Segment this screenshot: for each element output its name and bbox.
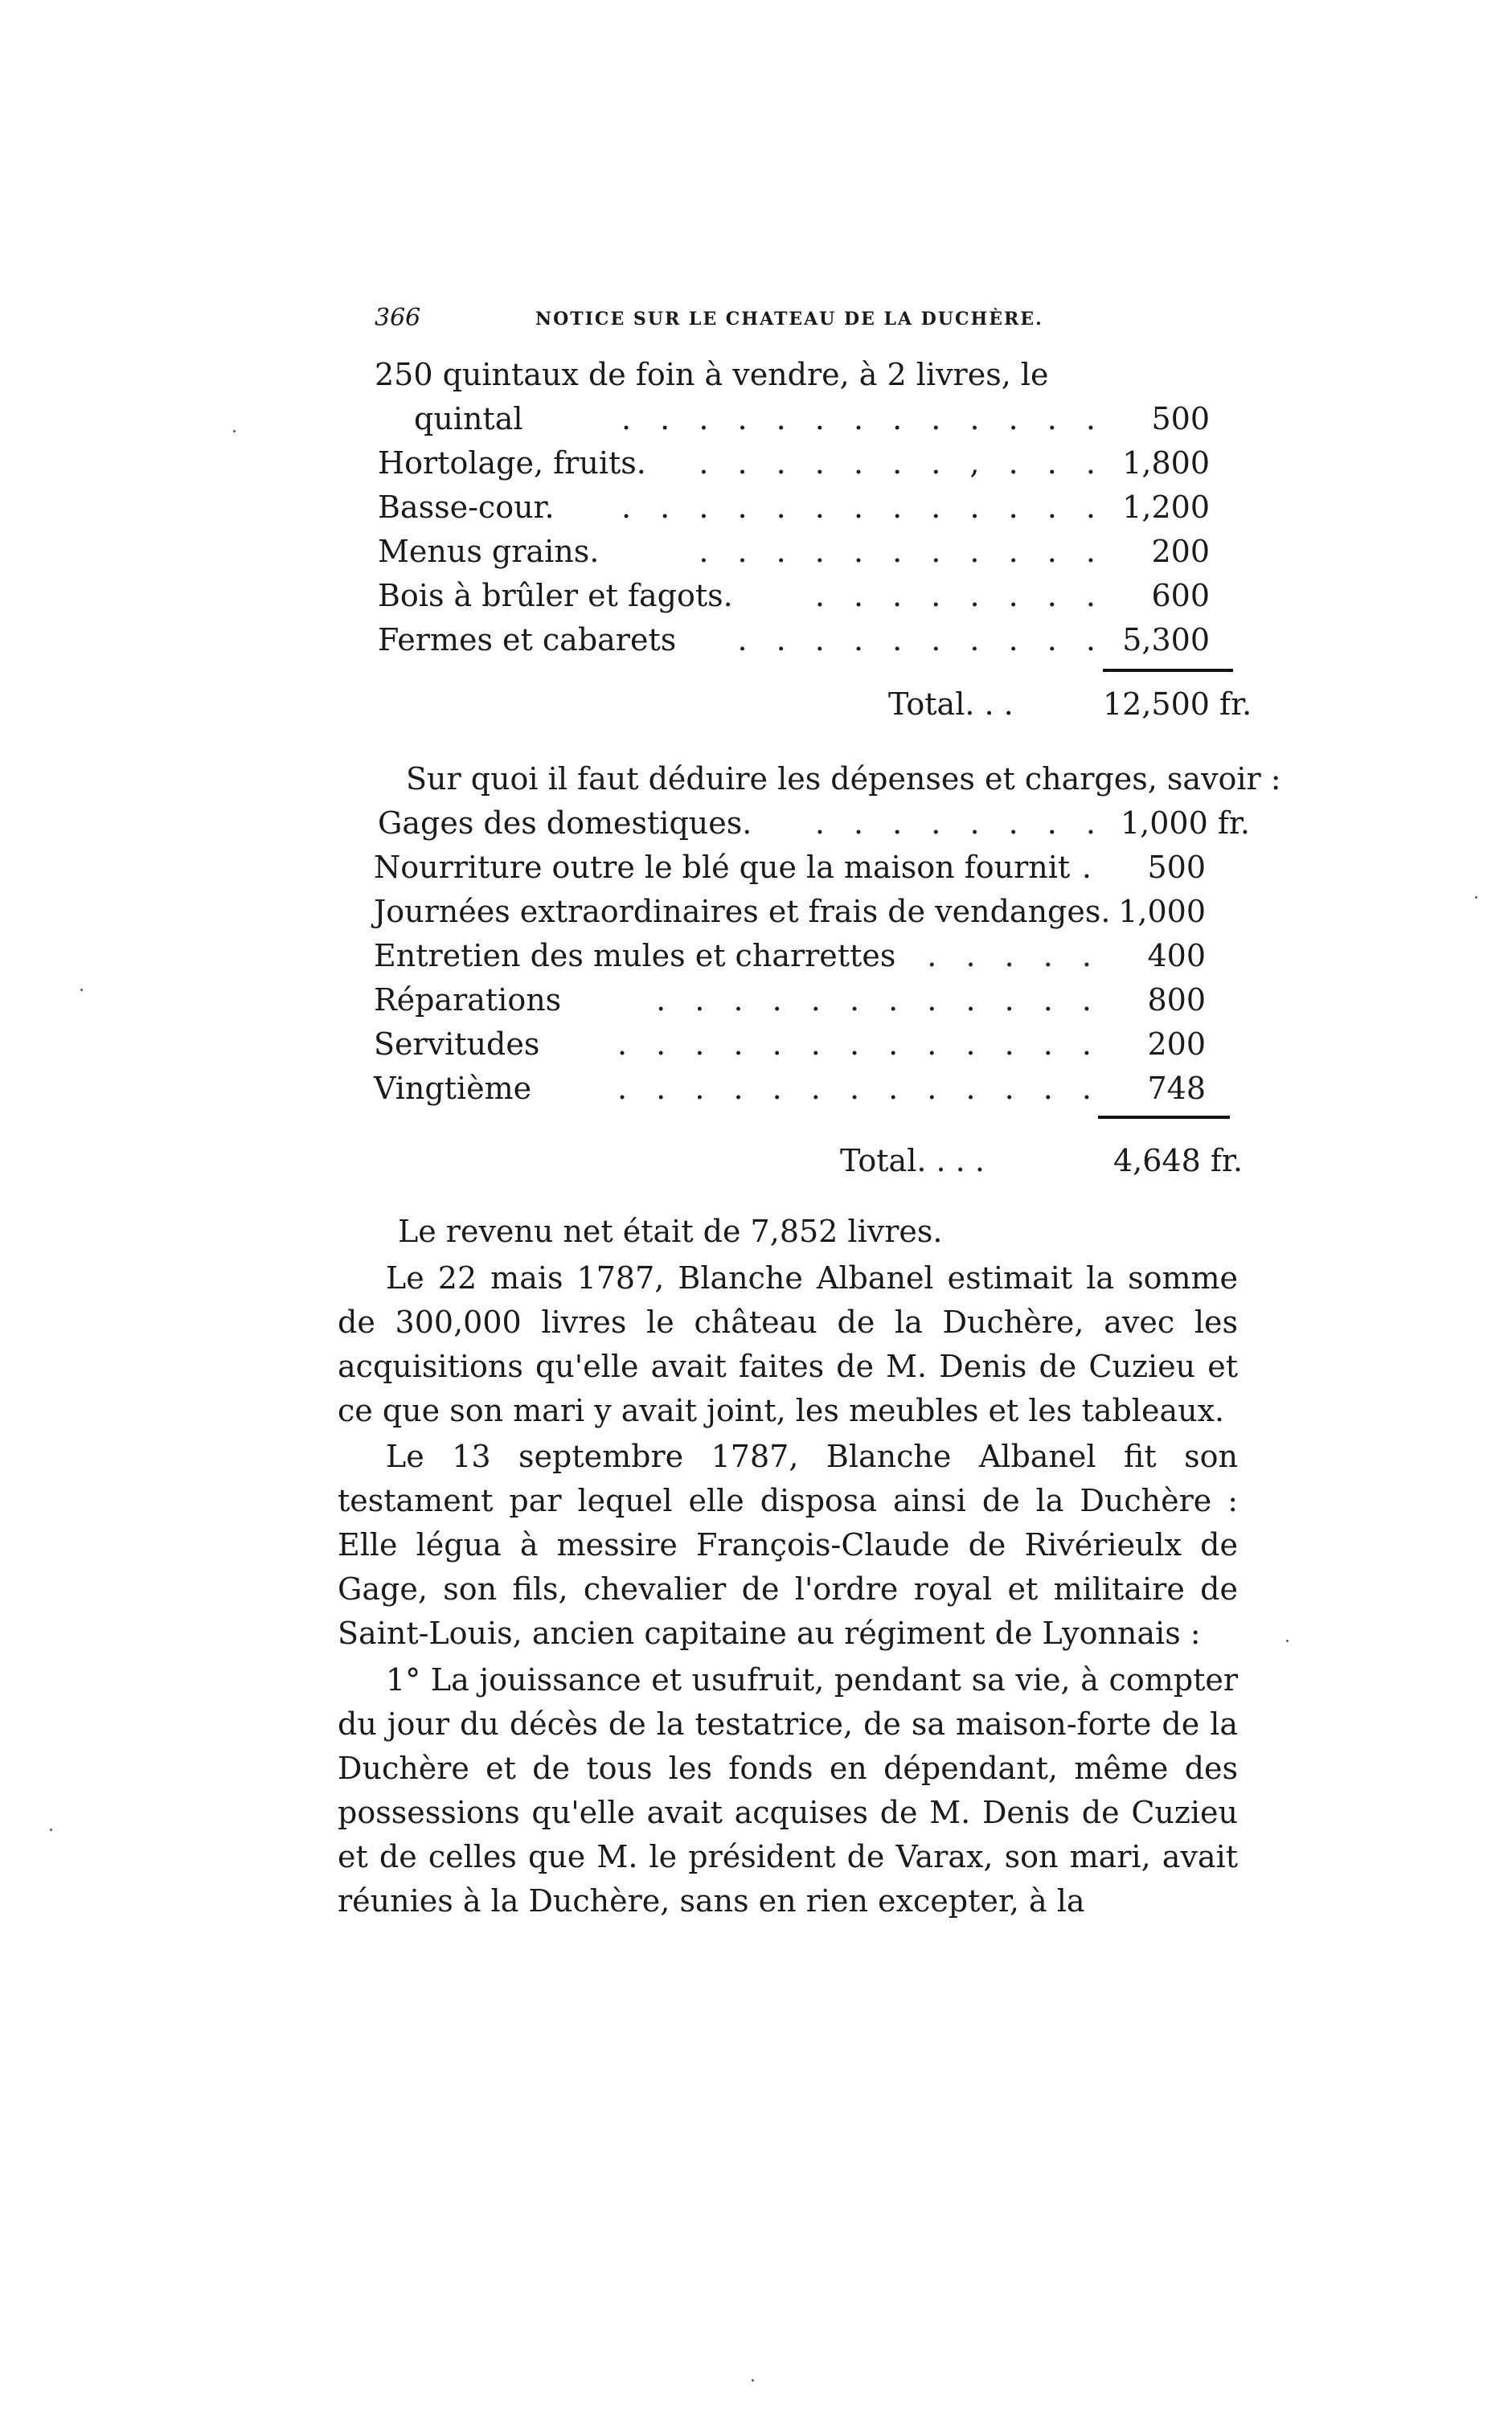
income-total-label: Total. . . [888,686,1014,722]
leader-dots: . [1081,850,1101,885]
expense-row [374,1069,1242,1108]
paragraph-testament: Le 13 septembre 1787, Blanche Albanel fit son testament par lequel elle disposa ainsi de la Duchère : Elle légua à messire François-Claude de Rivérieulx de Gage, son fils, chevalier de l'ordre royal et militaire de Saint-Louis, ancien capitaine au régiment de Lyonnais : [338,1439,1238,1651]
expense-label: Réparations [374,982,562,1018]
scan-speck [233,430,236,432]
income-label: Bois à brûler et fagots. [378,578,733,613]
income-row [378,576,1246,615]
paragraph-net-revenue: Le revenu net était de 7,852 livres. [398,1214,943,1249]
leader-dots: . . . . . . . . . . . . . [621,489,1105,525]
scan-speck [752,2379,754,2382]
income-label: Fermes et cabarets [378,622,677,657]
sum-rule [1098,1116,1230,1119]
expense-amount: 200 [1147,1026,1206,1062]
expense-amount: 400 [1147,938,1206,973]
expense-row [374,936,1242,975]
expense-amount: 500 [1147,850,1206,885]
income-label: Hortolage, fruits. [378,445,646,481]
expense-row [374,981,1242,1019]
income-row [378,532,1246,571]
leader-dots: . . . . . . . . . . . . . [617,1026,1101,1062]
income-amount: 500 [1151,401,1210,436]
expense-amount: 800 [1147,982,1206,1018]
sum-rule [1103,669,1233,672]
income-row [378,488,1246,526]
income-amount: 5,300 [1122,622,1210,657]
scan-speck [50,1829,52,1831]
expense-row [378,804,1250,842]
expense-amount: 748 [1147,1071,1206,1106]
leader-dots: . . . . . [927,938,1101,973]
paragraph-item-one: 1° La jouissance et usufruit, pendant sa vie, à compter du jour du décès de la testatrice, de sa maison-forte de la Duchère et de tous les fonds en dépendant, même des possessions qu'elle avait acquises de M. Denis de Cuzieu et de celles que M. le président de Varax, son mari, avait réunies à la Duchère, sans en rien excepter, à la [338,1662,1238,1919]
income-amount: 1,200 [1122,489,1210,525]
leader-dots: . . . . . . . . . . . [699,534,1105,569]
income-row [378,444,1246,482]
income-amount: 200 [1151,534,1210,569]
leader-dots: . . . . . . . . . . . . [656,982,1101,1018]
income-label: Menus grains. [378,534,600,569]
expense-label: Entretien des mules et charrettes [374,938,896,973]
leader-dots: . . . . . . . , . . . [699,445,1105,481]
expense-row [374,848,1242,887]
income-row [414,399,1246,438]
income-amount: 600 [1151,578,1210,613]
scan-speck [1475,896,1477,899]
income-total-amount: 12,500 fr. [1103,686,1252,722]
expense-label: Gages des domestiques. [378,805,752,841]
income-amount: 1,800 [1122,445,1210,481]
leader-dots: . . . . . . . . [814,805,1105,841]
income-label: quintal [414,401,523,436]
income-row [378,621,1246,659]
leader-dots: . . . . . . . . . . . . . [617,1071,1101,1106]
running-title: NOTICE SUR LE CHATEAU DE LA DUCHÈRE. [535,309,1043,330]
expense-row [374,892,1242,931]
page-header [375,304,1243,336]
expense-label: Journées extraordinaires et frais de vendanges. [374,894,1111,929]
expense-label: Servitudes [374,1026,540,1062]
leader-dots: . . . . . . . . . . . . . [621,401,1105,436]
scan-speck [1286,1640,1289,1642]
scan-speck [80,989,83,991]
expense-amount: 1,000 fr. [1121,805,1250,841]
leader-dots: . . . . . . . . [814,578,1105,613]
expenses-total-label: Total. . . . [840,1143,985,1178]
income-label: Basse-cour. [378,489,555,525]
expenses-total-amount: 4,648 fr. [1113,1143,1243,1178]
income-first-line: 250 quintaux de foin à vendre, à 2 livres, le [375,357,1049,392]
paragraph-estimate: Le 22 mais 1787, Blanche Albanel estimait la somme de 300,000 livres le château de la Duchère, avec les acquisitions qu'elle avait faites de M. Denis de Cuzieu et ce que son mari y avait joint, les meubles et les tableaux. [338,1260,1238,1428]
leader-dots: . . . . . . . . . . [737,622,1105,657]
expenses-intro: Sur quoi il faut déduire les dépenses et charges, savoir : [406,761,1281,797]
page-number: 366 [375,304,421,332]
expense-amount: 1,000 [1118,894,1206,929]
expense-row [374,1025,1242,1063]
expense-label: Vingtième [374,1071,532,1106]
expense-label: Nourriture outre le blé que la maison fournit [374,850,1071,885]
